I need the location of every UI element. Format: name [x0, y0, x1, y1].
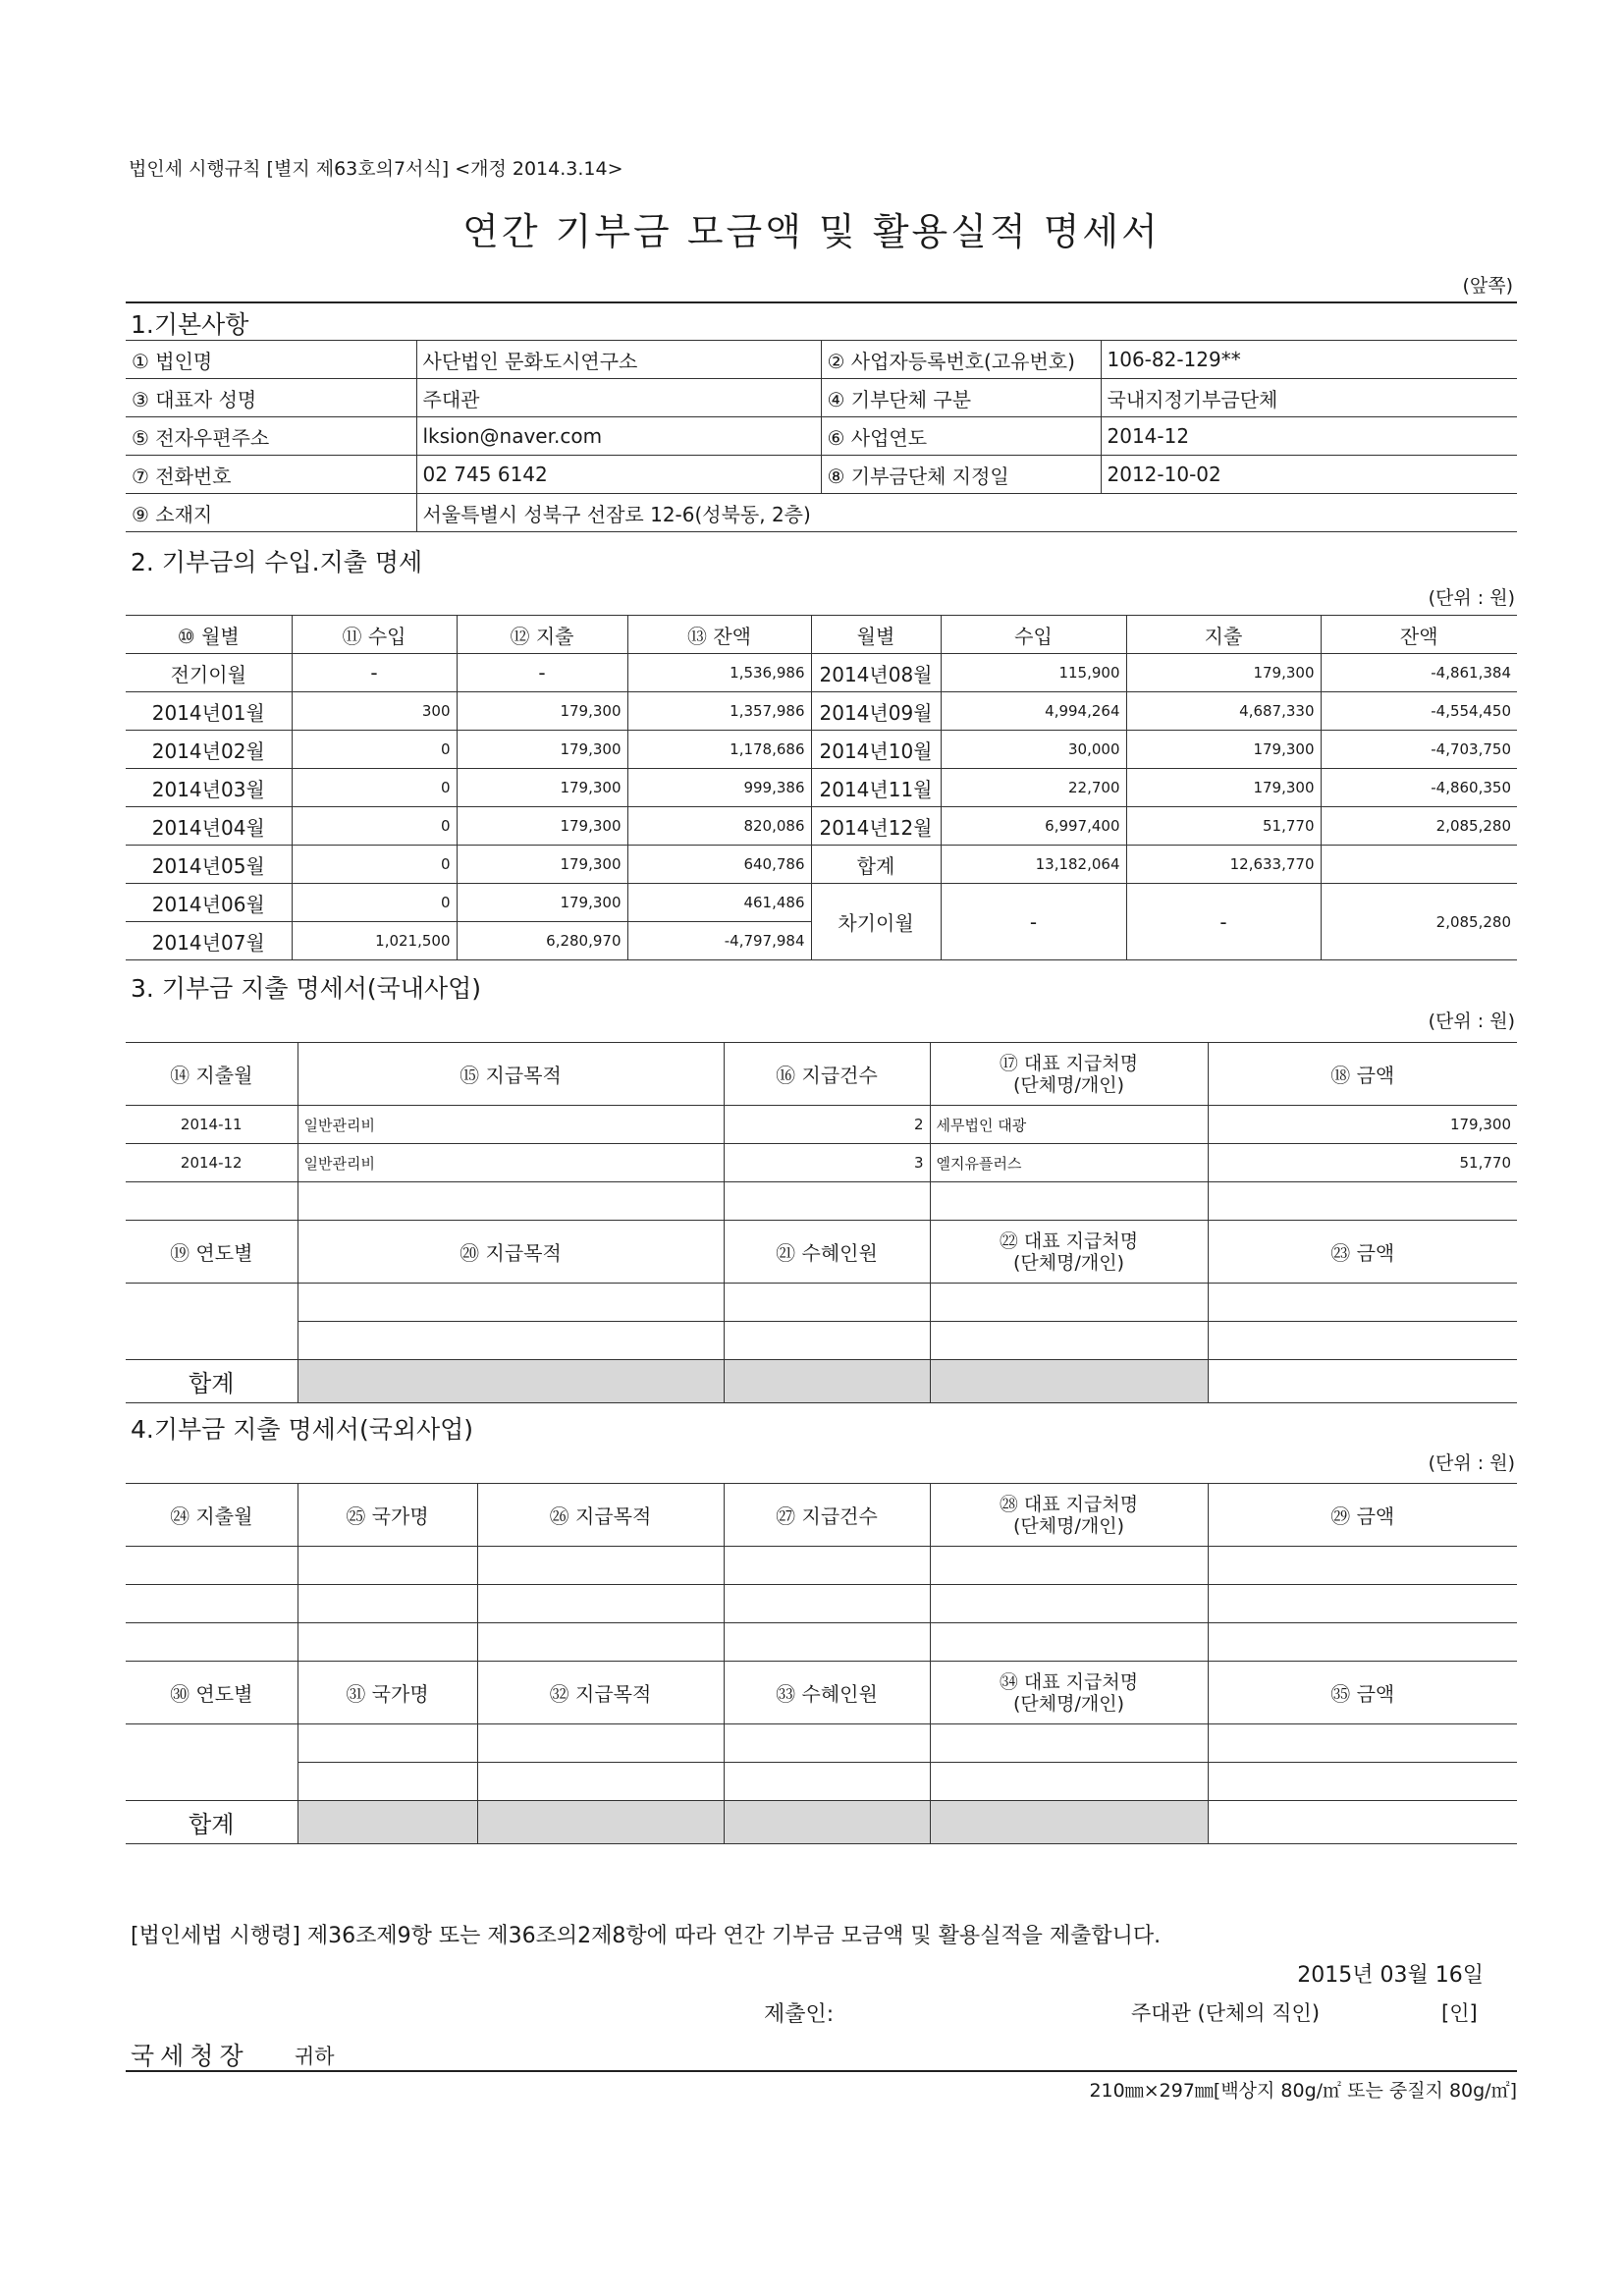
- col-header: ㉓ 금액: [1208, 1221, 1517, 1284]
- col-header: ⑯ 지급건수: [724, 1043, 930, 1106]
- field-value: 2014-12: [1101, 417, 1517, 456]
- col-header: ㉑ 수혜인원: [724, 1221, 930, 1284]
- balance-cell: 461,486: [627, 884, 811, 922]
- month-cell: 2014년01월: [126, 692, 292, 731]
- address-row: [126, 494, 1517, 532]
- payee-header-line1: ㉒ 대표 지급처명: [999, 1230, 1139, 1252]
- table-row: [126, 846, 1517, 884]
- table-row: [126, 1284, 1517, 1322]
- income-cell: 115,900: [941, 654, 1126, 692]
- month-cell: 전기이월: [126, 654, 292, 692]
- expense-cell: 179,300: [457, 692, 627, 731]
- empty-cell: [724, 1763, 930, 1801]
- basic-info-row: [126, 379, 1517, 417]
- field-label: ⑤ 전자우편주소: [126, 417, 416, 456]
- empty-cell: [477, 1585, 724, 1623]
- submission-date: 2015년 03월 16일: [1297, 1963, 1484, 1988]
- month-cell: 2014년06월: [126, 884, 292, 922]
- empty-cell: [930, 1585, 1208, 1623]
- empty-cell: [1208, 1182, 1517, 1221]
- shaded-cell: [724, 1360, 930, 1403]
- shaded-cell: [298, 1360, 724, 1403]
- income-cell: 22,700: [941, 769, 1126, 807]
- table-row: [126, 1623, 1517, 1662]
- month-cell: 2014년07월: [126, 922, 292, 960]
- expense-cell: -: [457, 654, 627, 692]
- expense-amount: 179,300: [1208, 1106, 1517, 1144]
- expense-month: 2014-11: [126, 1106, 298, 1144]
- shaded-cell: [724, 1801, 930, 1844]
- expense-purpose: 일반관리비: [298, 1106, 724, 1144]
- field-label: ① 법인명: [126, 341, 416, 379]
- expense-cell: 6,280,970: [457, 922, 627, 960]
- col-header: 잔액: [1321, 616, 1517, 654]
- basic-info-table: [126, 340, 1517, 532]
- empty-cell: [298, 1585, 477, 1623]
- field-value: 2012-10-02: [1101, 456, 1517, 494]
- expense-cell: 179,300: [1126, 731, 1321, 769]
- empty-cell: [477, 1623, 724, 1662]
- balance-cell: -4,861,384: [1321, 654, 1517, 692]
- col-header: ㉙ 금액: [1208, 1484, 1517, 1547]
- col-header-payee: [930, 1221, 1208, 1284]
- income-cell: 0: [292, 807, 457, 846]
- table-row: [126, 1547, 1517, 1585]
- empty-cell: [298, 1763, 477, 1801]
- section2-title: 2. 기부금의 수입.지출 명세: [131, 548, 423, 576]
- basic-info-row: [126, 417, 1517, 456]
- shaded-cell: [477, 1801, 724, 1844]
- submitter-label: 제출인:: [764, 2002, 835, 2027]
- expense-cell: 179,300: [457, 731, 627, 769]
- col-header: ㉔ 지출월: [126, 1484, 298, 1547]
- expense-purpose: 일반관리비: [298, 1144, 724, 1182]
- table-row: [126, 692, 1517, 731]
- section4-title: 4.기부금 지출 명세서(국외사업): [131, 1415, 474, 1444]
- address-label: ⑨ 소재지: [126, 494, 416, 532]
- expense-cell: 51,770: [1126, 807, 1321, 846]
- balance-cell: 820,086: [627, 807, 811, 846]
- month-cell: 2014년05월: [126, 846, 292, 884]
- address-value: 서울특별시 성북구 선잠로 12-6(성북동, 2층): [416, 494, 1517, 532]
- col-header-payee: [930, 1484, 1208, 1547]
- empty-cell: [1208, 1623, 1517, 1662]
- empty-cell: [126, 1182, 298, 1221]
- col-header: ㉚ 연도별: [126, 1662, 298, 1724]
- col-header: ⑩ 월별: [126, 616, 292, 654]
- empty-cell: [724, 1182, 930, 1221]
- field-label: ⑦ 전화번호: [126, 456, 416, 494]
- empty-cell: [126, 1284, 298, 1360]
- balance-cell: 2,085,280: [1321, 807, 1517, 846]
- balance-cell: 999,386: [627, 769, 811, 807]
- col-header: ㉝ 수혜인원: [724, 1662, 930, 1724]
- balance-cell: -4,797,984: [627, 922, 811, 960]
- empty-cell: [1208, 1724, 1517, 1763]
- income-cell: 1,021,500: [292, 922, 457, 960]
- empty-cell: [298, 1547, 477, 1585]
- balance-cell: -4,703,750: [1321, 731, 1517, 769]
- form-number: 법인세 시행규칙 [별지 제63호의7서식] <개정 2014.3.14>: [129, 158, 623, 180]
- section2-unit: (단위 : 원): [1428, 587, 1515, 609]
- paper-spec: 210㎜×297㎜[백상지 80g/㎡ 또는 중질지 80g/㎡]: [1089, 2080, 1517, 2102]
- signer-name: 주대관 (단체의 직인): [1131, 2001, 1321, 2025]
- document-title: 연간 기부금 모금액 및 활용실적 명세서: [462, 210, 1161, 253]
- total-row: [126, 1360, 1517, 1403]
- empty-cell: [477, 1724, 724, 1763]
- front-side-label: (앞쪽): [1462, 275, 1513, 297]
- bottom-rule: [126, 2070, 1517, 2072]
- empty-cell: [930, 1182, 1208, 1221]
- col-header: ㉛ 국가명: [298, 1662, 477, 1724]
- month-cell: 2014년12월: [811, 807, 941, 846]
- declaration-text: [법인세법 시행령] 제36조제9항 또는 제36조의2제8항에 따라 연간 기부금 모금액 및 활용실적을 제출합니다.: [131, 1924, 1162, 1948]
- section4-unit: (단위 : 원): [1428, 1452, 1515, 1474]
- expense-cell: 179,300: [457, 884, 627, 922]
- income-total: 13,182,064: [941, 846, 1126, 884]
- col-header: ⑳ 지급목적: [298, 1221, 724, 1284]
- section3-title: 3. 기부금 지출 명세서(국내사업): [131, 974, 482, 1003]
- empty-cell: [724, 1623, 930, 1662]
- expense-amount: 51,770: [1208, 1144, 1517, 1182]
- payee-header-line1: ㉘ 대표 지급처명: [999, 1493, 1139, 1515]
- table-row: [126, 731, 1517, 769]
- balance-cell: 1,178,686: [627, 731, 811, 769]
- domestic-header: [126, 1043, 1517, 1106]
- table-row: [126, 1322, 1517, 1360]
- total-row: [126, 1801, 1517, 1844]
- payee-header-line2: (단체명/개인): [1013, 1514, 1124, 1537]
- empty-cell: [930, 1623, 1208, 1662]
- payee-header-line1: ⑰ 대표 지급처명: [999, 1052, 1139, 1074]
- payee-header-line2: (단체명/개인): [1013, 1251, 1124, 1274]
- empty-cell: [724, 1284, 930, 1322]
- balance-cell: -4,860,350: [1321, 769, 1517, 807]
- empty-cell: [930, 1547, 1208, 1585]
- expense-cell: 179,300: [457, 846, 627, 884]
- month-cell: 2014년02월: [126, 731, 292, 769]
- income-expense-header: [126, 616, 1517, 654]
- empty-cell: [930, 1763, 1208, 1801]
- shaded-cell: [930, 1801, 1208, 1844]
- income-cell: 0: [292, 731, 457, 769]
- total-label: 합계: [126, 1360, 298, 1403]
- domestic-expense-table: [126, 1042, 1517, 1403]
- empty-cell: [298, 1724, 477, 1763]
- col-header-payee: [930, 1662, 1208, 1724]
- month-cell: 2014년10월: [811, 731, 941, 769]
- empty-cell: [298, 1623, 477, 1662]
- empty-cell: [477, 1763, 724, 1801]
- expense-count: 3: [724, 1144, 930, 1182]
- payee-header-line2: (단체명/개인): [1013, 1073, 1124, 1096]
- shaded-cell: [298, 1801, 477, 1844]
- expense-cell: 179,300: [1126, 769, 1321, 807]
- empty-cell: [126, 1623, 298, 1662]
- carry-forward-income: -: [941, 884, 1126, 960]
- empty-cell: [126, 1585, 298, 1623]
- col-header: ⑬ 잔액: [627, 616, 811, 654]
- income-cell: 0: [292, 884, 457, 922]
- payee-header-line1: ㉞ 대표 지급처명: [999, 1670, 1139, 1693]
- income-cell: -: [292, 654, 457, 692]
- addressee-suffix: 귀하: [295, 2045, 335, 2068]
- expense-cell: 179,300: [457, 807, 627, 846]
- table-row: [126, 1106, 1517, 1144]
- table-row: [126, 769, 1517, 807]
- empty-cell: [930, 1284, 1208, 1322]
- domestic-header-yearly: [126, 1221, 1517, 1284]
- field-value: 주대관: [416, 379, 821, 417]
- income-cell: 30,000: [941, 731, 1126, 769]
- col-header: ㉗ 지급건수: [724, 1484, 930, 1547]
- balance-cell: -4,554,450: [1321, 692, 1517, 731]
- balance-total: [1321, 846, 1517, 884]
- section1-title: 1.기본사항: [131, 310, 249, 339]
- empty-cell: [1208, 1547, 1517, 1585]
- table-row: [126, 1763, 1517, 1801]
- empty-cell: [1208, 1322, 1517, 1360]
- balance-cell: 1,357,986: [627, 692, 811, 731]
- empty-cell: [298, 1322, 724, 1360]
- empty-cell: [724, 1547, 930, 1585]
- expense-cell: 4,687,330: [1126, 692, 1321, 731]
- empty-cell: [930, 1322, 1208, 1360]
- income-cell: 0: [292, 846, 457, 884]
- empty-cell: [724, 1585, 930, 1623]
- col-header: ⑮ 지급목적: [298, 1043, 724, 1106]
- field-label: ⑧ 기부금단체 지정일: [821, 456, 1101, 494]
- table-row: [126, 1144, 1517, 1182]
- expense-count: 2: [724, 1106, 930, 1144]
- table-row: [126, 884, 1517, 922]
- total-amount: [1208, 1801, 1517, 1844]
- table-row: [126, 807, 1517, 846]
- field-label: ③ 대표자 성명: [126, 379, 416, 417]
- payee-header-line2: (단체명/개인): [1013, 1692, 1124, 1715]
- field-label: ⑥ 사업연도: [821, 417, 1101, 456]
- field-value: 사단법인 문화도시연구소: [416, 341, 821, 379]
- table-row: [126, 1182, 1517, 1221]
- total-label: 합계: [811, 846, 941, 884]
- expense-payee: 세무법인 대광: [930, 1106, 1208, 1144]
- income-cell: 300: [292, 692, 457, 731]
- expense-total: 12,633,770: [1126, 846, 1321, 884]
- empty-cell: [930, 1724, 1208, 1763]
- col-header: ⑫ 지출: [457, 616, 627, 654]
- expense-cell: 179,300: [1126, 654, 1321, 692]
- section3-unit: (단위 : 원): [1428, 1011, 1515, 1032]
- expense-payee: 엘지유플러스: [930, 1144, 1208, 1182]
- empty-cell: [477, 1547, 724, 1585]
- col-header: ㉟ 금액: [1208, 1662, 1517, 1724]
- month-cell: 2014년09월: [811, 692, 941, 731]
- field-value: 국내지정기부금단체: [1101, 379, 1517, 417]
- carry-forward-expense: -: [1126, 884, 1321, 960]
- addressee: 국세청장: [131, 2042, 249, 2070]
- carry-forward-balance: 2,085,280: [1321, 884, 1517, 960]
- empty-cell: [126, 1547, 298, 1585]
- month-cell: 2014년08월: [811, 654, 941, 692]
- balance-cell: 1,536,986: [627, 654, 811, 692]
- basic-info-row: [126, 341, 1517, 379]
- income-cell: 0: [292, 769, 457, 807]
- total-label: 합계: [126, 1801, 298, 1844]
- empty-cell: [298, 1182, 724, 1221]
- col-header: 수입: [941, 616, 1126, 654]
- field-value: lksion@naver.com: [416, 417, 821, 456]
- field-label: ④ 기부단체 구분: [821, 379, 1101, 417]
- col-header: ㉕ 국가명: [298, 1484, 477, 1547]
- col-header: ⑱ 금액: [1208, 1043, 1517, 1106]
- basic-info-row: [126, 456, 1517, 494]
- foreign-expense-table: [126, 1483, 1517, 1844]
- income-cell: 6,997,400: [941, 807, 1126, 846]
- field-label: ② 사업자등록번호(고유번호): [821, 341, 1101, 379]
- col-header: ⑭ 지출월: [126, 1043, 298, 1106]
- empty-cell: [1208, 1763, 1517, 1801]
- top-rule: [126, 301, 1517, 303]
- empty-cell: [298, 1284, 724, 1322]
- field-value: 106-82-129**: [1101, 341, 1517, 379]
- shaded-cell: [930, 1360, 1208, 1403]
- empty-cell: [724, 1724, 930, 1763]
- empty-cell: [1208, 1585, 1517, 1623]
- empty-cell: [1208, 1284, 1517, 1322]
- col-header-payee: [930, 1043, 1208, 1106]
- carry-forward-label: 차기이월: [811, 884, 941, 960]
- empty-cell: [126, 1724, 298, 1801]
- field-value: 02 745 6142: [416, 456, 821, 494]
- col-header: 월별: [811, 616, 941, 654]
- foreign-header-yearly: [126, 1662, 1517, 1724]
- table-row: [126, 1724, 1517, 1763]
- income-cell: 4,994,264: [941, 692, 1126, 731]
- expense-cell: 179,300: [457, 769, 627, 807]
- balance-cell: 640,786: [627, 846, 811, 884]
- month-cell: 2014년04월: [126, 807, 292, 846]
- empty-cell: [724, 1322, 930, 1360]
- income-expense-table: [126, 615, 1517, 960]
- total-amount: [1208, 1360, 1517, 1403]
- table-row: [126, 1585, 1517, 1623]
- col-header: ㉜ 지급목적: [477, 1662, 724, 1724]
- col-header: ⑲ 연도별: [126, 1221, 298, 1284]
- expense-month: 2014-12: [126, 1144, 298, 1182]
- col-header: ㉖ 지급목적: [477, 1484, 724, 1547]
- foreign-header: [126, 1484, 1517, 1547]
- col-header: 지출: [1126, 616, 1321, 654]
- seal-mark: [인]: [1441, 2001, 1478, 2025]
- month-cell: 2014년11월: [811, 769, 941, 807]
- month-cell: 2014년03월: [126, 769, 292, 807]
- col-header: ⑪ 수입: [292, 616, 457, 654]
- table-row: [126, 654, 1517, 692]
